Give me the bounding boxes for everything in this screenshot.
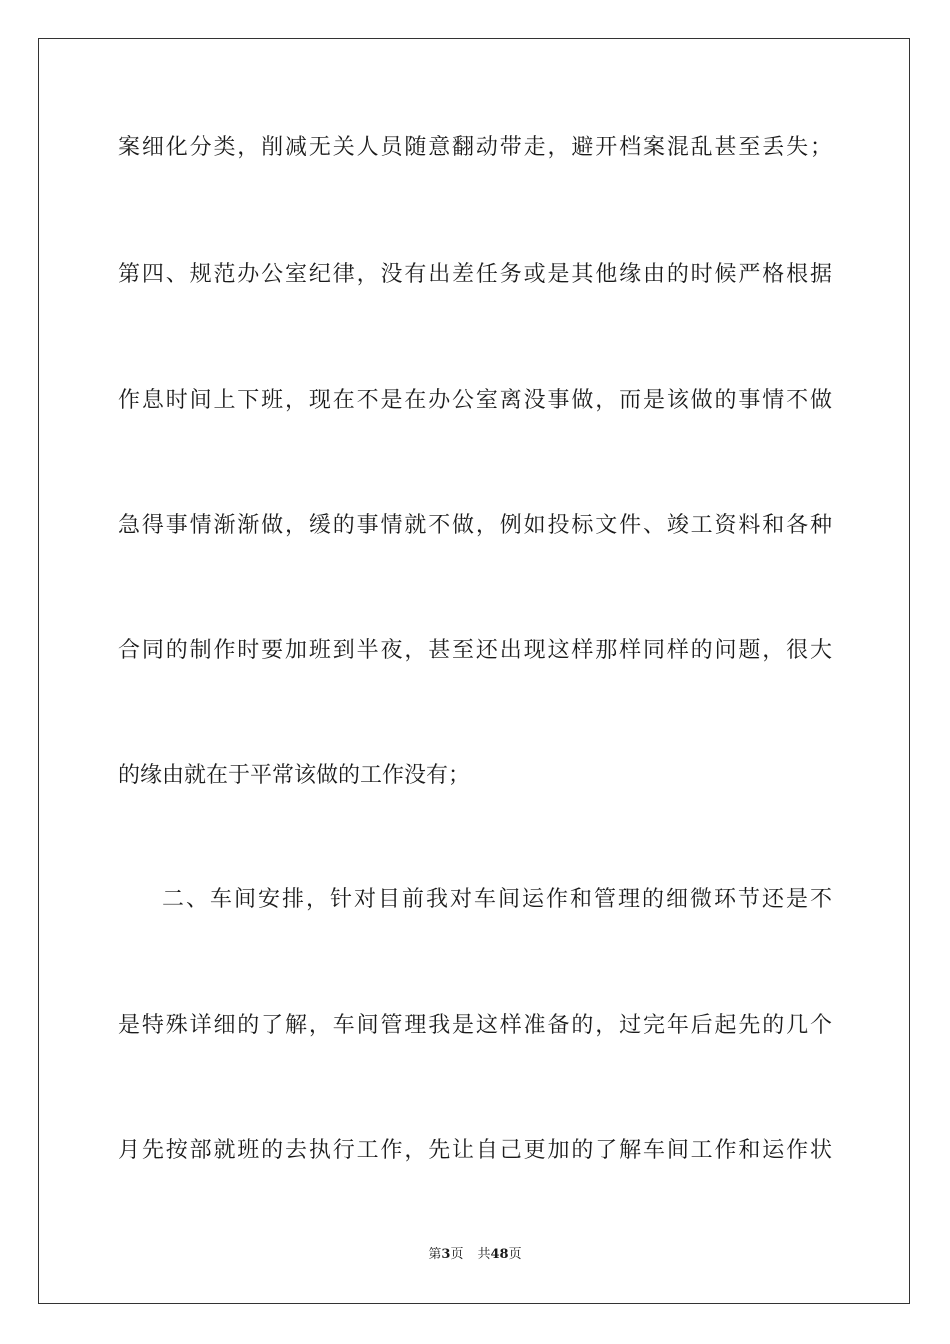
body-text-line-3: 作息时间上下班，现在不是在办公室离没事做，而是该做的事情不做 [118,388,832,413]
page-footer [0,1246,950,1264]
body-text-line-2: 第四、规范办公室纪律，没有出差任务或是其他缘由的时候严格根据 [118,262,832,287]
total-page-count: 48 [490,1247,509,1262]
total-prefix: 共 [477,1247,491,1262]
page-border [38,38,910,1304]
body-text-line-8: 是特殊详细的了解，车间管理我是这样准备的，过完年后起先的几个 [118,1013,832,1038]
body-text-line-9: 月先按部就班的去执行工作，先让自己更加的了解车间工作和运作状 [118,1138,832,1163]
body-text-line-6: 的缘由就在于平常该做的工作没有； [118,763,471,788]
current-page-number: 3 [441,1247,451,1262]
body-text-line-1: 案细化分类，削减无关人员随意翻动带走，避开档案混乱甚至丢失； [118,135,832,160]
body-text-line-4: 急得事情渐渐做，缓的事情就不做，例如投标文件、竣工资料和各种 [118,513,832,538]
page-prefix: 第 [428,1247,442,1262]
total-suffix: 页 [508,1247,522,1262]
body-text-line-5: 合同的制作时要加班到半夜，甚至还出现这样那样同样的问题，很大 [118,638,832,663]
body-text-line-7: 二、车间安排，针对目前我对车间运作和管理的细微环节还是不 [162,887,832,912]
page-suffix: 页 [450,1247,464,1262]
